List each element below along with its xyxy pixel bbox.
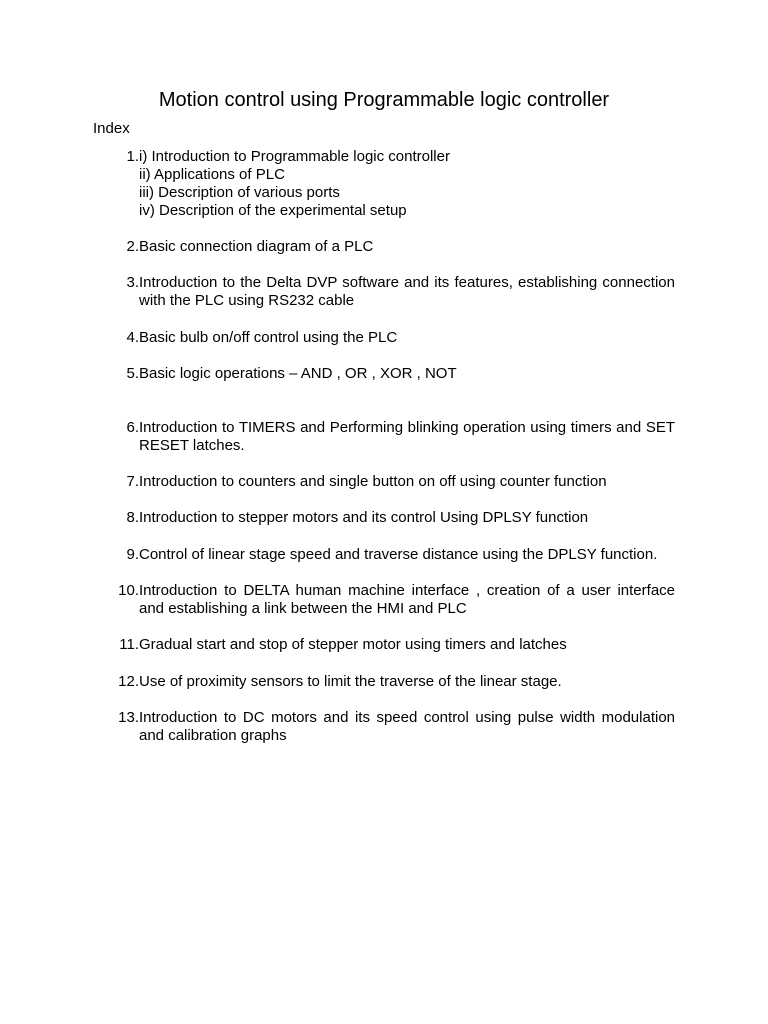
- toc-subitem: ii) Applications of PLC: [139, 166, 285, 183]
- toc-item-13: [110, 709, 675, 745]
- toc-item-11: [110, 636, 675, 654]
- toc-item-text: Basic bulb on/off control using the PLC: [139, 329, 398, 346]
- toc-item-7: [110, 473, 675, 491]
- toc-item-number: 2.: [126, 238, 139, 255]
- toc-subitem: i) Introduction to Programmable logic controller: [139, 148, 450, 165]
- toc-item-number: 9.: [126, 546, 139, 563]
- toc-item-number: 12.: [118, 673, 139, 690]
- toc-item-text: Introduction to stepper motors and its control Using DPLSY function: [139, 509, 589, 526]
- toc-item-text: Introduction to DELTA human machine interface , creation of a user interface and establishing a link between the HMI and PLC: [139, 582, 675, 617]
- toc-item-text: Gradual start and stop of stepper motor using timers and latches: [139, 636, 567, 653]
- toc-item-number: 4.: [126, 329, 139, 346]
- toc-item-number: 11.: [119, 636, 139, 653]
- toc-item-number: 7.: [126, 473, 139, 490]
- toc-subitem: iv) Description of the experimental setup: [139, 202, 407, 219]
- toc-item-number: 10.: [118, 582, 139, 599]
- toc-item-number: 8.: [126, 509, 139, 526]
- toc-item-number: 13.: [118, 709, 139, 726]
- toc-item-1: [110, 148, 675, 220]
- toc-item-10: [110, 582, 675, 618]
- toc-item-number: 6.: [126, 419, 139, 436]
- toc-item-9: [110, 546, 675, 564]
- toc-item-text: [139, 148, 675, 220]
- toc-item-text: Use of proximity sensors to limit the traverse of the linear stage.: [139, 673, 562, 690]
- toc-item-text: Basic logic operations – AND , OR , XOR , NOT: [139, 365, 457, 382]
- toc-item-text: Basic connection diagram of a PLC: [139, 238, 374, 255]
- toc-item-4: [110, 329, 675, 347]
- toc-item-text: Control of linear stage speed and traverse distance using the DPLSY function.: [139, 546, 658, 563]
- toc-item-text: Introduction to TIMERS and Performing blinking operation using timers and SET RESET latches.: [139, 419, 675, 454]
- toc-item-12: [110, 673, 675, 691]
- toc-item-text: Introduction to counters and single button on off using counter function: [139, 473, 607, 490]
- toc-item-number: 1.: [126, 148, 139, 165]
- toc-item-8: [110, 509, 675, 527]
- index-heading: Index: [93, 120, 130, 137]
- toc-item-text: Introduction to DC motors and its speed control using pulse width modulation and calibration graphs: [139, 709, 675, 744]
- toc-item-number: 3.: [126, 274, 139, 291]
- toc-subitem: iii) Description of various ports: [139, 184, 340, 201]
- toc-item-text: Introduction to the Delta DVP software and its features, establishing connection with the PLC using RS232 cable: [139, 274, 675, 309]
- toc-item-6: [110, 419, 675, 455]
- document-title: Motion control using Programmable logic controller: [158, 89, 610, 111]
- toc-item-5: [110, 365, 675, 383]
- toc-item-number: 5.: [126, 365, 139, 382]
- toc-item-2: [110, 238, 675, 256]
- toc-item-3: [110, 274, 675, 310]
